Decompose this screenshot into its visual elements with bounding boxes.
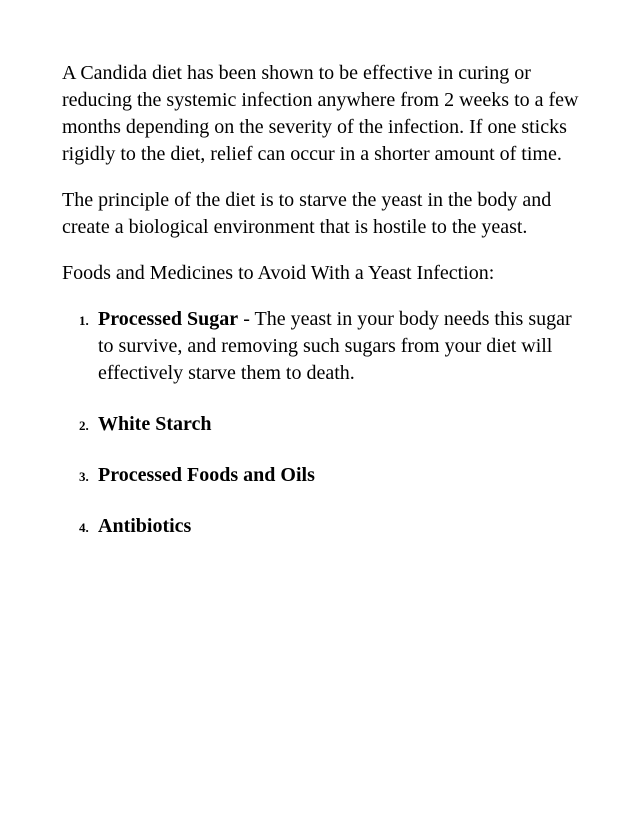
- list-item-title: Processed Sugar: [98, 308, 239, 330]
- list-number: 4.: [79, 520, 89, 535]
- list-number: 3.: [79, 469, 89, 484]
- list-item-description: - The yeast in your body needs this sugar to survive, and removing such sugars from your diet will effectively starve them to death.: [98, 308, 572, 384]
- list-item: [62, 411, 582, 438]
- list-item-title: Processed Foods and Oils: [98, 464, 315, 486]
- list-item-title: Antibiotics: [98, 515, 192, 537]
- list-number: 2.: [79, 418, 89, 433]
- paragraph-principle: The principle of the diet is to starve the yeast in the body and create a biological environment that is hostile to the yeast.: [62, 189, 552, 238]
- avoid-list: [62, 306, 582, 540]
- document-page: [62, 60, 582, 564]
- list-item-title: White Starch: [98, 413, 212, 435]
- list-item: [62, 306, 582, 387]
- list-item: [62, 513, 582, 540]
- list-heading: Foods and Medicines to Avoid With a Yeast Infection:: [62, 262, 495, 284]
- list-item: [62, 462, 582, 489]
- paragraph-intro: A Candida diet has been shown to be effective in curing or reducing the systemic infection anywhere from 2 weeks to a few months depending on the severity of the infection. If one sticks rigidly to the diet, relief can occur in a shorter amount of time.: [62, 62, 579, 165]
- list-number: 1.: [79, 313, 89, 328]
